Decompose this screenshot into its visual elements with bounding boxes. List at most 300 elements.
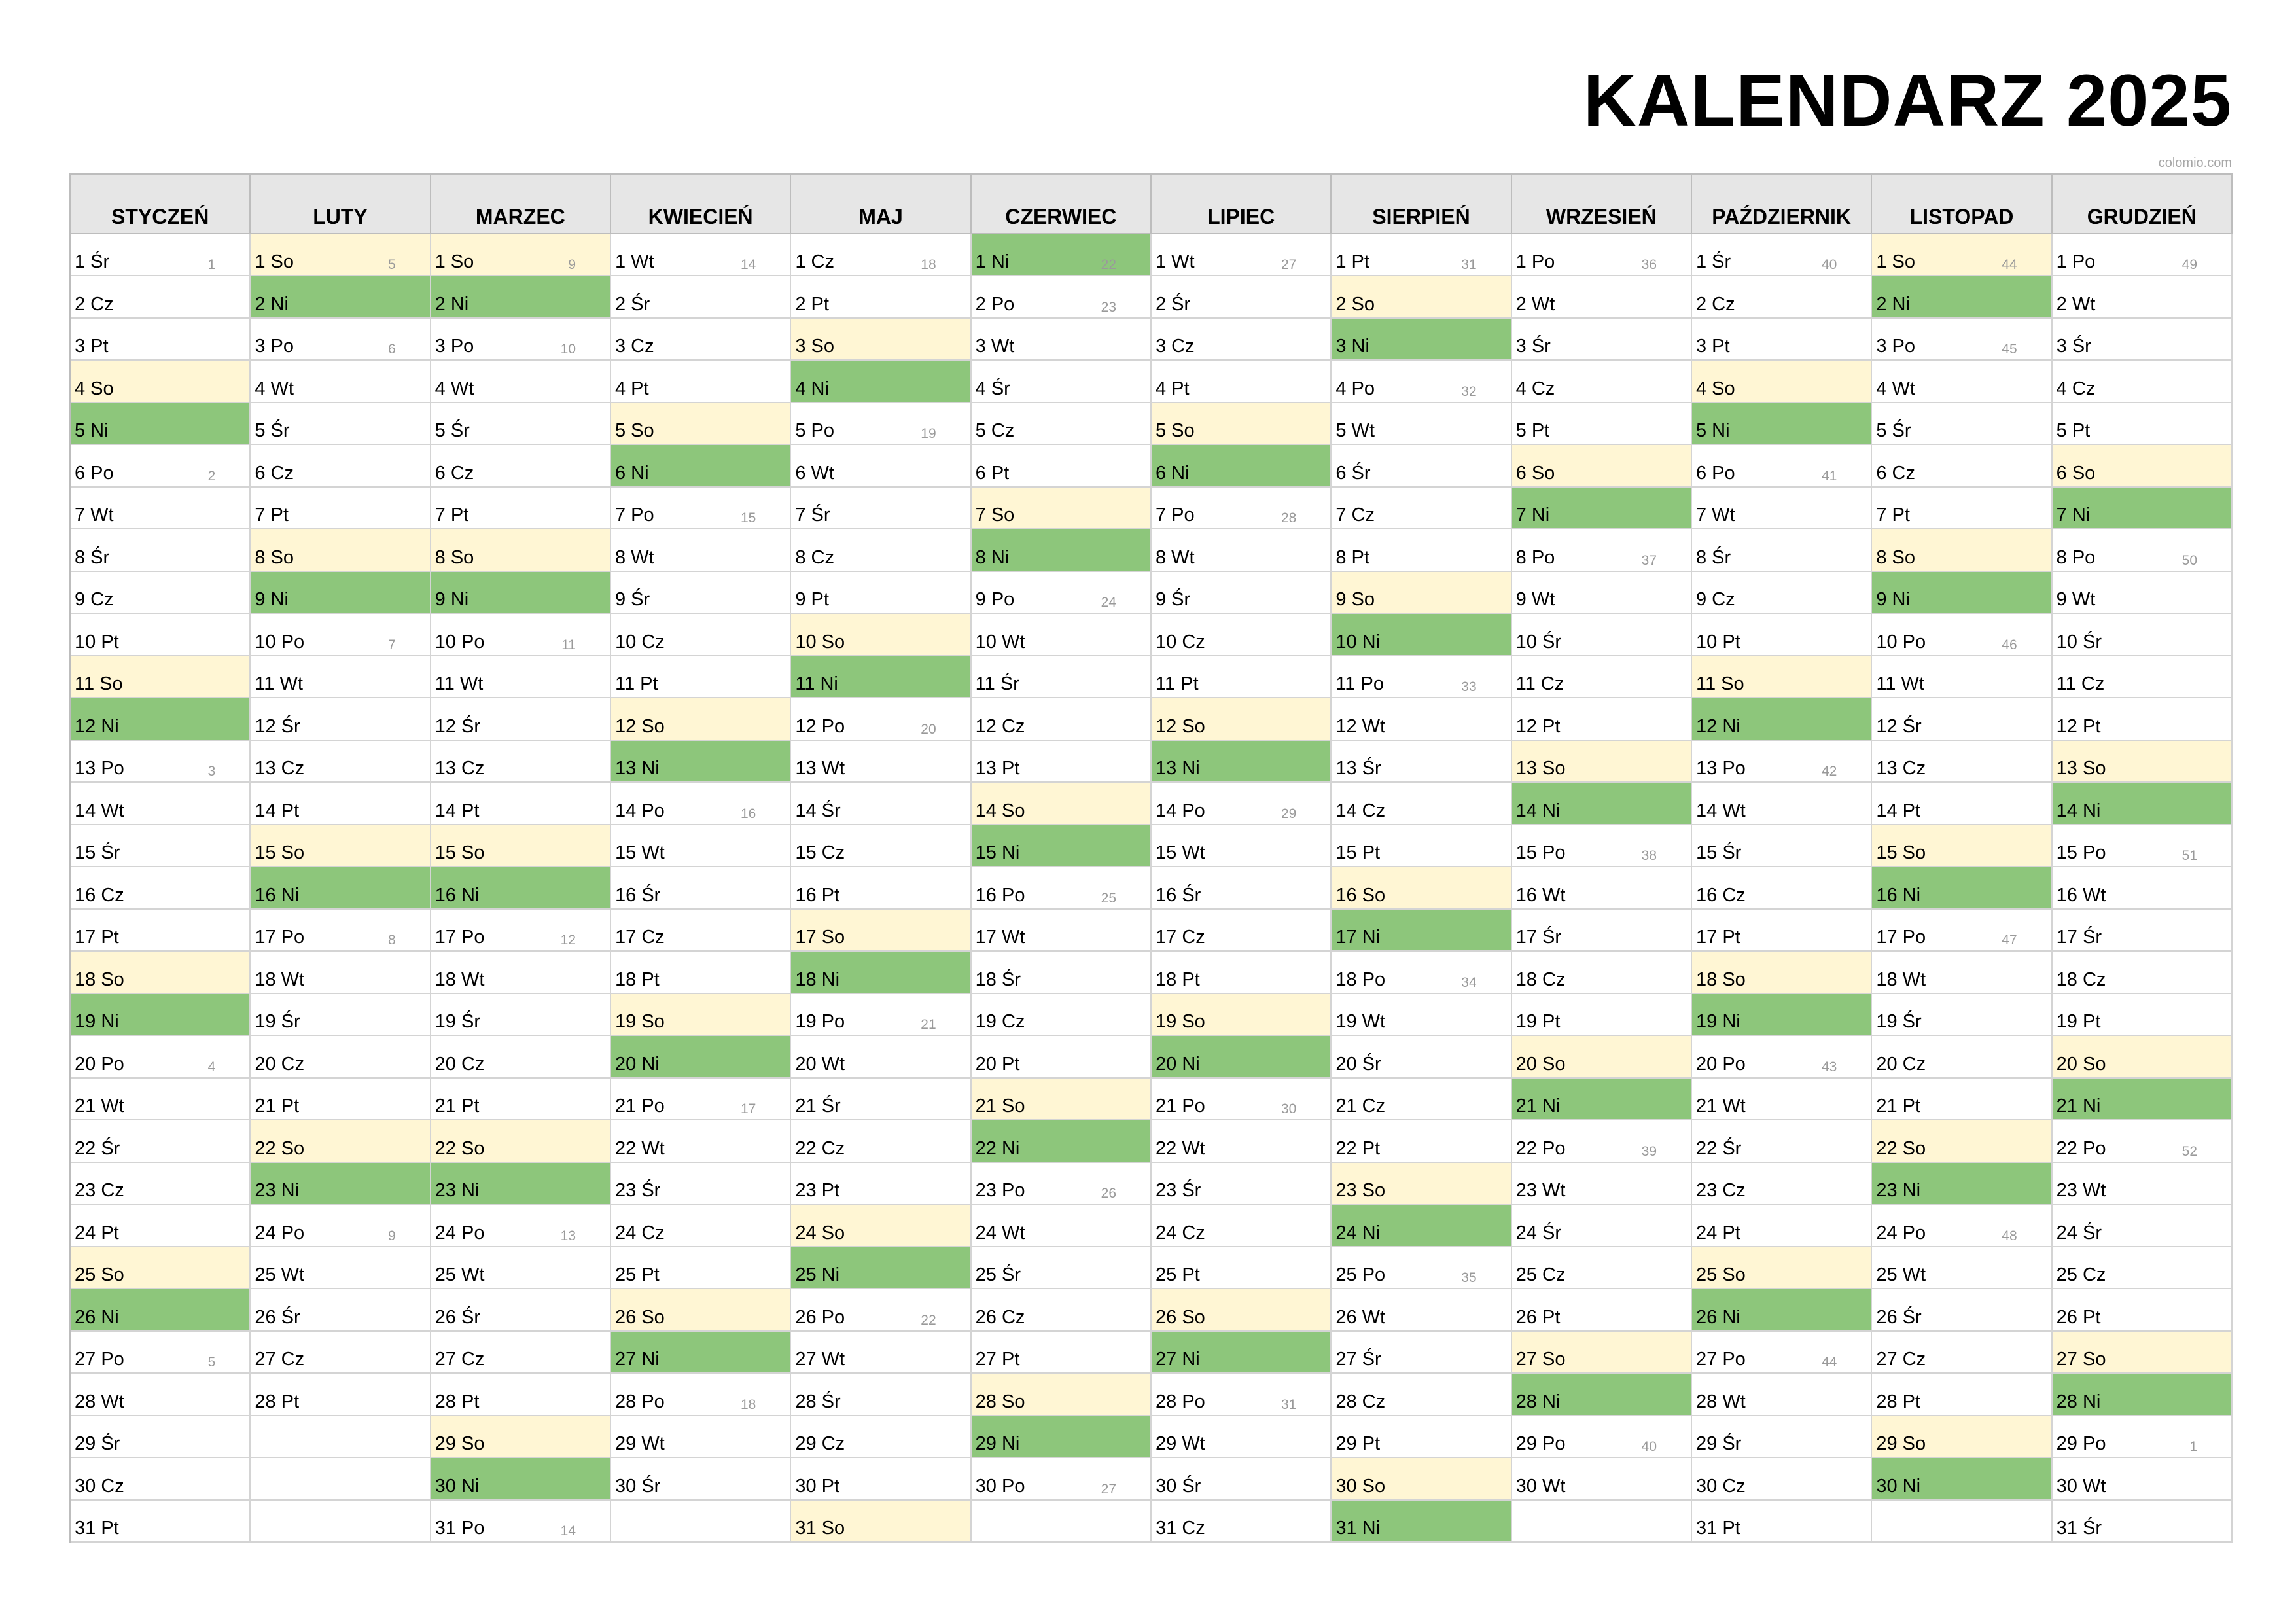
day-cell: [791, 572, 971, 614]
day-label: 17 Wt: [975, 927, 1025, 948]
day-cell: [1152, 698, 1332, 740]
day-cell: [972, 614, 1152, 656]
day-cell: [1332, 1247, 1511, 1289]
day-label: 28 Pt: [434, 1391, 480, 1412]
day-cell: [71, 698, 251, 740]
day-cell: [71, 361, 251, 402]
day-cell: [611, 1332, 791, 1374]
day-cell: [1872, 1332, 2052, 1374]
day-label: 8 Wt: [1156, 546, 1195, 568]
day-label: 24 Pt: [75, 1222, 119, 1243]
day-label: 11 Ni: [795, 673, 838, 695]
day-cell: [1152, 825, 1332, 867]
day-cell: [1152, 1247, 1332, 1289]
week-number: 27: [1101, 1481, 1116, 1497]
day-cell: [1332, 488, 1511, 529]
day-cell: [611, 1247, 791, 1289]
day-label: 23 So: [1335, 1180, 1386, 1202]
day-label: 21 Wt: [75, 1096, 124, 1117]
day-cell: [1332, 1416, 1511, 1458]
day-cell: [1152, 1374, 1332, 1416]
day-label: 2 Śr: [615, 293, 650, 315]
week-number: 13: [560, 1228, 576, 1243]
day-cell: [791, 1332, 971, 1374]
empty-day-cell: [251, 1501, 431, 1543]
day-label: 23 Po: [975, 1180, 1025, 1202]
empty-day-cell: [972, 1501, 1152, 1543]
day-cell: [2053, 1501, 2233, 1543]
day-cell: [611, 403, 791, 445]
day-label: 12 Po: [795, 715, 845, 737]
day-label: 7 Wt: [75, 505, 114, 526]
day-label: 23 Cz: [75, 1180, 124, 1202]
week-number: 14: [740, 257, 756, 273]
day-cell: [972, 867, 1152, 909]
day-cell: [1872, 614, 2052, 656]
day-cell: [611, 1163, 791, 1205]
day-cell: [1332, 1036, 1511, 1078]
day-cell: [972, 1205, 1152, 1247]
day-label: 18 Wt: [255, 969, 305, 990]
day-label: 12 Ni: [1696, 715, 1740, 737]
day-label: 9 Cz: [1696, 589, 1735, 611]
day-label: 25 Pt: [1156, 1264, 1200, 1286]
day-cell: [71, 1205, 251, 1247]
day-cell: [431, 1289, 611, 1331]
day-label: 2 Wt: [2056, 293, 2096, 315]
day-cell: [1152, 1501, 1332, 1543]
day-label: 22 So: [434, 1137, 485, 1159]
day-label: 19 Ni: [1696, 1011, 1740, 1033]
day-label: 19 Wt: [1335, 1011, 1386, 1033]
day-cell: [1872, 825, 2052, 867]
week-number: 2: [207, 468, 216, 484]
day-cell: [791, 1374, 971, 1416]
day-label: 20 Śr: [1335, 1053, 1381, 1075]
day-cell: [611, 445, 791, 487]
day-label: 9 Śr: [1156, 589, 1191, 611]
day-label: 10 Śr: [2056, 631, 2102, 652]
day-cell: [1692, 867, 1872, 909]
day-cell: [431, 741, 611, 783]
day-cell: [251, 234, 431, 276]
month-header: KWIECIEŃ: [611, 175, 791, 234]
day-cell: [71, 1332, 251, 1374]
month-header: GRUDZIEŃ: [2053, 175, 2233, 234]
day-label: 3 Cz: [615, 336, 654, 357]
day-cell: [251, 741, 431, 783]
day-cell: [1872, 910, 2052, 952]
day-cell: [1872, 1163, 2052, 1205]
day-cell: [791, 1036, 971, 1078]
day-label: 17 Po: [255, 927, 305, 948]
day-label: 1 Ni: [975, 251, 1010, 273]
page-title: KALENDARZ 2025: [1583, 60, 2232, 141]
day-label: 18 Cz: [1515, 969, 1566, 990]
day-label: 21 Ni: [2056, 1096, 2101, 1117]
day-cell: [1332, 1079, 1511, 1120]
day-label: 15 Pt: [1335, 842, 1381, 864]
day-label: 19 Śr: [434, 1011, 480, 1033]
day-cell: [2053, 234, 2233, 276]
day-cell: [71, 1163, 251, 1205]
day-cell: [1512, 1332, 1692, 1374]
day-cell: [791, 276, 971, 318]
month-header: STYCZEŃ: [71, 175, 251, 234]
day-cell: [71, 1079, 251, 1120]
week-number: 37: [1641, 552, 1657, 568]
day-label: 23 Śr: [1156, 1180, 1201, 1202]
week-number: 40: [1821, 257, 1837, 273]
day-cell: [71, 488, 251, 529]
day-label: 4 Śr: [975, 378, 1010, 399]
day-label: 27 Cz: [434, 1349, 485, 1370]
week-number: 18: [740, 1397, 756, 1412]
day-label: 9 Pt: [795, 589, 829, 611]
day-cell: [1512, 445, 1692, 487]
day-label: 8 Po: [2056, 546, 2096, 568]
week-number: 18: [921, 257, 936, 273]
day-label: 24 Ni: [1335, 1222, 1381, 1243]
day-label: 18 Pt: [1156, 969, 1200, 990]
week-number: 51: [2181, 848, 2197, 864]
day-cell: [431, 572, 611, 614]
day-label: 21 Ni: [1515, 1096, 1561, 1117]
week-number: 44: [1821, 1355, 1837, 1370]
day-label: 21 Po: [1156, 1096, 1205, 1117]
day-cell: [1332, 741, 1511, 783]
day-cell: [251, 783, 431, 825]
day-label: 6 Cz: [1876, 462, 1915, 484]
day-cell: [1692, 1205, 1872, 1247]
day-label: 19 Ni: [75, 1011, 119, 1033]
day-label: 25 Wt: [434, 1264, 485, 1286]
day-cell: [1152, 656, 1332, 698]
day-label: 22 Ni: [975, 1137, 1020, 1159]
day-label: 2 Cz: [1696, 293, 1735, 315]
day-cell: [251, 1205, 431, 1247]
day-label: 16 Cz: [1696, 884, 1746, 906]
day-label: 13 Ni: [615, 758, 660, 779]
day-label: 27 Ni: [1156, 1349, 1200, 1370]
day-label: 8 Śr: [75, 546, 110, 568]
day-cell: [791, 488, 971, 529]
day-label: 26 Śr: [434, 1306, 480, 1328]
day-cell: [791, 698, 971, 740]
day-label: 7 Wt: [1696, 505, 1735, 526]
day-cell: [1692, 910, 1872, 952]
day-label: 31 Ni: [1335, 1518, 1381, 1539]
day-cell: [2053, 403, 2233, 445]
day-label: 30 Śr: [615, 1475, 661, 1497]
day-cell: [972, 361, 1152, 402]
day-cell: [1152, 445, 1332, 487]
day-label: 20 Cz: [1876, 1053, 1926, 1075]
day-cell: [2053, 572, 2233, 614]
day-label: 6 Ni: [1156, 462, 1190, 484]
day-label: 26 So: [1156, 1306, 1205, 1328]
day-label: 17 Pt: [1696, 927, 1740, 948]
day-label: 2 Ni: [1876, 293, 1910, 315]
day-cell: [1152, 867, 1332, 909]
credit-text: colomio.com: [2158, 156, 2232, 170]
day-cell: [251, 698, 431, 740]
day-cell: [1152, 529, 1332, 571]
day-cell: [791, 1120, 971, 1162]
day-cell: [972, 825, 1152, 867]
day-cell: [972, 1374, 1152, 1416]
day-cell: [1512, 614, 1692, 656]
day-cell: [791, 825, 971, 867]
day-label: 19 Po: [795, 1011, 845, 1033]
day-cell: [1692, 952, 1872, 993]
day-cell: [1332, 1501, 1511, 1543]
day-cell: [972, 1458, 1152, 1500]
day-cell: [1512, 572, 1692, 614]
day-label: 26 Ni: [1696, 1306, 1740, 1328]
day-label: 30 Śr: [1156, 1475, 1201, 1497]
day-cell: [611, 741, 791, 783]
day-cell: [1332, 825, 1511, 867]
week-number: 10: [560, 342, 576, 357]
day-cell: [1692, 994, 1872, 1036]
day-label: 9 Ni: [1876, 589, 1910, 611]
day-cell: [791, 403, 971, 445]
day-cell: [1152, 1289, 1332, 1331]
day-label: 5 Pt: [2056, 420, 2091, 442]
day-cell: [1692, 783, 1872, 825]
day-cell: [431, 656, 611, 698]
day-label: 26 Śr: [1876, 1306, 1922, 1328]
day-cell: [71, 1374, 251, 1416]
day-cell: [2053, 783, 2233, 825]
day-label: 30 Ni: [1876, 1475, 1921, 1497]
day-cell: [71, 572, 251, 614]
day-cell: [972, 1247, 1152, 1289]
day-label: 11 Pt: [615, 673, 658, 695]
day-label: 18 Wt: [1876, 969, 1926, 990]
day-label: 11 Wt: [255, 673, 303, 695]
day-label: 13 Po: [1696, 758, 1746, 779]
day-cell: [71, 445, 251, 487]
day-label: 9 Ni: [255, 589, 289, 611]
week-number: 9: [387, 1228, 396, 1243]
day-label: 20 Pt: [975, 1053, 1020, 1075]
day-label: 17 Cz: [1156, 927, 1205, 948]
day-cell: [791, 656, 971, 698]
day-label: 22 Wt: [1156, 1137, 1205, 1159]
day-label: 3 So: [795, 336, 834, 357]
day-label: 21 Pt: [255, 1096, 300, 1117]
day-cell: [431, 1205, 611, 1247]
day-cell: [1152, 572, 1332, 614]
day-cell: [71, 276, 251, 318]
day-cell: [972, 656, 1152, 698]
day-label: 13 Cz: [255, 758, 305, 779]
day-label: 21 Wt: [1696, 1096, 1746, 1117]
day-cell: [1692, 1120, 1872, 1162]
day-label: 14 Wt: [75, 800, 124, 821]
day-cell: [2053, 1374, 2233, 1416]
day-cell: [251, 952, 431, 993]
day-label: 5 Pt: [1515, 420, 1550, 442]
day-label: 15 Wt: [1156, 842, 1205, 864]
day-label: 22 Śr: [75, 1137, 120, 1159]
day-cell: [71, 319, 251, 361]
week-number: 22: [921, 1312, 936, 1328]
day-cell: [1872, 741, 2052, 783]
day-label: 10 Po: [1876, 631, 1926, 652]
day-label: 16 Ni: [434, 884, 480, 906]
day-cell: [251, 445, 431, 487]
day-cell: [1692, 1079, 1872, 1120]
day-cell: [1332, 276, 1511, 318]
day-label: 8 Ni: [975, 546, 1010, 568]
day-label: 15 Śr: [1696, 842, 1742, 864]
day-label: 14 Ni: [1515, 800, 1561, 821]
day-label: 10 Cz: [1156, 631, 1205, 652]
day-label: 10 Śr: [1515, 631, 1561, 652]
day-cell: [972, 994, 1152, 1036]
day-label: 24 Pt: [1696, 1222, 1740, 1243]
day-cell: [1152, 361, 1332, 402]
day-cell: [1692, 361, 1872, 402]
day-label: 21 Cz: [1335, 1096, 1386, 1117]
empty-day-cell: [611, 1501, 791, 1543]
day-cell: [972, 910, 1152, 952]
week-number: 31: [1280, 1397, 1297, 1412]
day-cell: [431, 1247, 611, 1289]
day-label: 26 Wt: [1335, 1306, 1386, 1328]
day-label: 3 Po: [255, 336, 294, 357]
week-number: 17: [740, 1101, 756, 1117]
day-label: 21 Pt: [434, 1096, 480, 1117]
day-cell: [251, 1247, 431, 1289]
day-cell: [1872, 698, 2052, 740]
day-cell: [2053, 1079, 2233, 1120]
day-cell: [1332, 1374, 1511, 1416]
day-label: 18 Po: [1335, 969, 1386, 990]
day-label: 28 So: [975, 1391, 1025, 1412]
day-cell: [71, 1120, 251, 1162]
day-cell: [431, 1416, 611, 1458]
month-header: LUTY: [251, 175, 431, 234]
day-label: 13 Cz: [434, 758, 485, 779]
day-cell: [1512, 825, 1692, 867]
day-cell: [71, 1501, 251, 1543]
day-cell: [1152, 1416, 1332, 1458]
week-number: 8: [387, 933, 396, 948]
day-cell: [1332, 867, 1511, 909]
day-cell: [1512, 319, 1692, 361]
week-number: 44: [2002, 257, 2017, 273]
day-label: 22 Po: [1515, 1137, 1566, 1159]
day-cell: [972, 488, 1152, 529]
day-cell: [431, 867, 611, 909]
empty-day-cell: [251, 1416, 431, 1458]
day-cell: [1512, 1458, 1692, 1500]
day-cell: [1512, 656, 1692, 698]
day-label: 1 Po: [1515, 251, 1555, 273]
day-cell: [1692, 614, 1872, 656]
week-number: 1: [2189, 1439, 2197, 1455]
day-label: 9 Cz: [75, 589, 114, 611]
day-label: 28 Ni: [2056, 1391, 2101, 1412]
day-cell: [1152, 403, 1332, 445]
day-cell: [791, 445, 971, 487]
week-number: 42: [1821, 764, 1837, 779]
day-label: 20 So: [2056, 1053, 2106, 1075]
day-cell: [1152, 783, 1332, 825]
day-label: 5 Cz: [975, 420, 1015, 442]
week-number: 1: [207, 257, 216, 273]
day-cell: [2053, 994, 2233, 1036]
day-cell: [1692, 403, 1872, 445]
day-label: 2 Po: [975, 293, 1015, 315]
day-label: 5 Ni: [1696, 420, 1730, 442]
day-label: 4 So: [75, 378, 114, 399]
day-cell: [71, 656, 251, 698]
day-label: 12 Ni: [75, 715, 119, 737]
day-label: 13 Po: [75, 758, 124, 779]
day-label: 25 Wt: [1876, 1264, 1926, 1286]
day-label: 8 Cz: [795, 546, 834, 568]
day-label: 18 Cz: [2056, 969, 2106, 990]
day-cell: [1872, 572, 2052, 614]
day-cell: [1692, 1332, 1872, 1374]
day-cell: [1332, 1458, 1511, 1500]
day-label: 5 Ni: [75, 420, 109, 442]
day-label: 24 Po: [1876, 1222, 1926, 1243]
day-label: 25 Cz: [2056, 1264, 2106, 1286]
day-cell: [251, 867, 431, 909]
day-cell: [1152, 1163, 1332, 1205]
day-cell: [431, 783, 611, 825]
day-label: 7 Pt: [434, 505, 469, 526]
month-header: CZERWIEC: [972, 175, 1152, 234]
day-label: 8 Po: [1515, 546, 1555, 568]
day-label: 2 Cz: [75, 293, 114, 315]
day-label: 8 So: [1876, 546, 1915, 568]
day-label: 6 Śr: [1335, 462, 1371, 484]
day-cell: [71, 614, 251, 656]
week-number: 14: [560, 1524, 576, 1539]
day-label: 1 So: [1876, 251, 1915, 273]
day-label: 16 Wt: [2056, 884, 2106, 906]
day-label: 18 Pt: [615, 969, 660, 990]
day-label: 7 Pt: [1876, 505, 1910, 526]
day-cell: [431, 319, 611, 361]
day-cell: [1332, 403, 1511, 445]
month-header: SIERPIEŃ: [1332, 175, 1511, 234]
month-header: LIPIEC: [1152, 175, 1332, 234]
day-cell: [1872, 234, 2052, 276]
week-number: 32: [1461, 383, 1477, 399]
week-number: 40: [1641, 1439, 1657, 1455]
day-label: 12 Pt: [1515, 715, 1561, 737]
day-cell: [1692, 319, 1872, 361]
day-label: 29 Wt: [1156, 1433, 1205, 1455]
day-cell: [71, 529, 251, 571]
day-label: 25 Cz: [1515, 1264, 1566, 1286]
day-cell: [1152, 276, 1332, 318]
day-cell: [1512, 1079, 1692, 1120]
week-number: 3: [207, 764, 216, 779]
day-cell: [431, 1374, 611, 1416]
day-label: 16 Śr: [615, 884, 661, 906]
day-label: 8 So: [255, 546, 294, 568]
day-cell: [791, 1247, 971, 1289]
